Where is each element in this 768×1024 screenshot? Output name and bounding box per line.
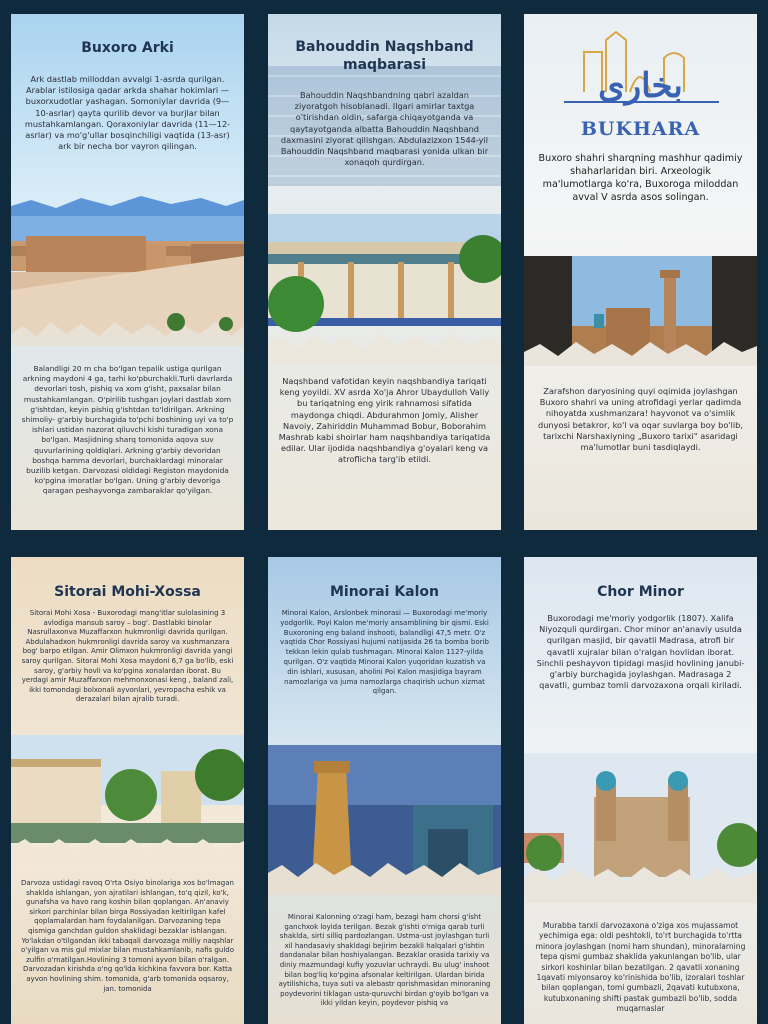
panel-bukhara [524,14,757,530]
panel-buxoro-arki [11,14,244,530]
intro-text: Buxoro shahri sharqning mashhur qadimiy shaharlaridan biri. Arxeologik ma'lumotlarga ko'ra, Buxoroga miloddan avval V asrda asos solingan. [538,153,743,203]
intro-text: Bahouddin Naqshbandning qabri azaldan ziyoratgoh hisoblanadi. Ilgari amirlar taxtga o'tirishdan oldin, safarga chiqayotganda va qaytayotganda albatta Bahouddin Naqshband daxmasini ziyorat qilishgan. Abdulazizxon 1544-yil Bahouddin Naqshband maqbarasi yonida ulkan bir xonaqoh qurdirgan. [280,90,489,168]
panel-minorai-kalon [268,557,501,1024]
detail-text: Balandligi 20 m cha bo'lgan tepalik ustiga qurilgan arkning maydoni 4 ga, tarhi ko'pburchakli.Turli davrlarda devorlari tosh, pishiq va xom g'isht, paxsalar bilan mustahkamlangan. O'pirilib tushgan joylari dastlab xom g'ishtdan, keyin pishiq g'ishtdan to'ldirilgan. Arkning shimoliy- g'arbiy burchagida to'pchi boshining uyi va to'p ishlari ustidan nazorat qiluvchi kishi turadigan xona bo'lgan. Masjidning sharq tomonida aqova suv quvurlarining qoldiqlari. Arkning g'arbiy devoridan boshqa hamma devorlari, burchaklardagi minoralar buzilib ketgan. Darvozasi oldidagi Registon maydonida ko'pgina imoratlar bo'lgan. Uning g'arbiy devoriga qaragan peshayvonga zambaraklar qo'yilgan. [21,364,234,496]
intro-text: Minorai Kalon, Arslonbek minorasi — Buxorodagi me'moriy yodgorlik. Poyi Kalon me'moriy ansamblining bir qismi. Eski Buxoroning eng baland inshooti, balandligi 47,5 metr. O'z vaqtida Chor Rossiyasi hujumi natijasida 26 ta bomba borib tekkan lekin qulab tushmagan. Minorai Kalon 1127-yilda qurilgan. O'z vaqtida Minorai Kalon yuqoridan kuzatish va din ishlari, xususan, aholini Poi Kalon masjidiga bayram namozlariga va juma namozlarga chaqirish uchun xizmat qilgan. [280,609,489,696]
panel-sitorai-mohi-xossa [11,557,244,1024]
panel-title: Sitorai Mohi-Xossa [54,584,201,600]
chor-minor-image [524,753,757,903]
intro-text: Sitorai Mohi Xosa - Buxorodagi mang'itlar sulolasining 3 avlodiga mansub saroy – bog'. Dastlabki binolar Nasrullaxonva Muzaffarxon hukmronligi davrida qurilgan. Abdulahadxon hukmronligi davrida saroy va xushmanzara bog' barpo etilgan. Amir Olimxon hukmronligi davrida yangi saroy qurilgan. Sitorai Mohi Xosa maydoni 6,7 ga bo'lib, eski saroy, g'arbiy hovli va ko'pgina xonalardan iborat. Bu yerdagi amir Muzaffarxon mehmonxonasi keng , baland zali, ikki tomondagi bolxonali ayvonlari, yevropacha eshik va derazalari bilan ajralib turadi. [21,609,234,704]
intro-text: Buxorodagi me'moriy yodgorlik (1807). Xalifa Niyozquli qurdirgan. Chor minor an'anaviy usulda qurilgan masjid, bir qavatli Madrasa, atrofi bir qavatli xujralar bilan o'ralgan hovlidan iborat. Sinchli peshayvon tipidagi masjid hovlining janubi-g'arbiy burchagida joylashgan. Madrasaga 2 qavatli, gumbaz tomli darvozaxona orqali kiriladi. [536,613,745,691]
detail-text: Naqshband vafotidan keyin naqshbandiya tariqati keng yoyildi. XV asrda Xo'ja Ahror Ubaydulloh Valiy bu tariqatning eng yirik rahnamosi sifatida maydonga chiqdi. Abdurahmon Jomiy, Alisher Navoiy, Zahiriddin Muhammad Bobur, Boborahim Mashrab kabi shoirlar ham naqshbandiya tariqatida edilar. Ular ijodida naqshbandiya g'oyalari keng va atroflicha targ'ib etildi. [278,376,491,465]
logo-text: BUKHARA [580,118,701,140]
detail-text: Minorai Kalonning o'zagi ham, bezagi ham chorsi g'isht ganchxok loyida terilgan. Bezak g'ishti o'rniga qarab turli shaklda, sirti silliq pardozlangan. Ustma-ust joylashgan turli xil handasaviy shakldagi bejirim bezakli halqalari g'ishtin dandanalar bilan hoshiyalangan. Bezaklar orasida tarixiy va diniy mazmundagi kufiy yozuvlar uchraydi. Bu ulug' inshoot bilan bog'liq ko'pgina afsonalar keltirilgan. Ulardan birida aytilishicha, tuya suti va alebastr qorishmasidan minoraning poydevorini tiklagan usta-quruvchi birdan g'oyib bo'lgan va ikki yildan keyin, poydevor pishiq va [278,913,491,1008]
kalon-minaret-image [524,256,757,366]
detail-text: Zarafshon daryosining quyi oqimida joylashgan Buxoro shahri va uning atrofidagi yerlar qadimda nihoyatda xushmanzara! hayvonot va o'simlik dunyosi betakror, ko'l va oqar suvlarga boy bo'lib, tarixchi Narshaxiyning „Buxoro tarixi" asaridagi ma'lumotlar buni tasdiqlaydi. [538,386,743,453]
detail-text: Murabba tarxli darvozaxona o'ziga xos mujassamot yechimiga ega: oldi peshtokli, to'rt burchagida to'rtta minora joylashgan (nomi ham shundan), minoralarning tepa qismi gumbaz shaklida yakunlangan bo'lib, ular sirkori koshinlar bilan bezatilgan. 2 qavatli xonaning 1qavati miyonsaroy ko'rinishida bo'lib, izoralari toshlar bilan qoplangan, tomi gumbazli, 2qavati kutubxona, kutubxonaning shifti pastak gumbazli bo'lib, sodda muqarnaslar [535,921,746,1014]
intro-text: Ark dastlab milloddan avvalgi 1-asrda qurilgan. Arablar istilosiga qadar arkda shahar hokimlari — buxorxudotlar yashagan. Somoniylar davrida (9— 10-asrlar) qayta qurilib devor va burjlar bilan mustahkamlangan. Qoraxoniylar davrida (11—12-asrlar) va mo'g'ullar bosqinchiligi vaqtida (13-asr) ark bir necha bor vayron qilingan. [24,74,231,152]
panel-chor-minor [524,557,757,1024]
minaret-night-image [268,745,501,895]
ark-fortress-image [11,186,244,346]
panel-bahouddin-naqshband [268,14,501,530]
panel-title: Minorai Kalon [329,584,440,600]
logo-arabic: بخارى [598,66,683,106]
panel-title: Buxoro Arki [81,40,174,56]
panel-title: Bahouddin Naqshband maqbarasi [295,39,474,73]
detail-text: Darvoza ustidagi ravoq O'rta Osiyo binolariga xos bo'lmagan shaklda ishlangan, yon ajratilari ishlangan, to'q qizil, ko'k, gunafsha va havo rang koshin bilan qoplangan. An'anaviy sirkori parchinlar bilan birga Rossiyadan keltirilgan kafel qoplamalardan ham foydalanilgan. Darvozaning tepa qismiga ganchdan guldon shaklidagi bezaklar ishlangan. Yo'lakdan o'tilgandan ikki tabaqali darvozaga milliy naqshlar o'yilgan va mis gul mixlar bilan mustahkamlanib, nafis guldo zulfin o'rnatilgan.Hovlining 3 tomoni ayvon bilan o'ralgan. Darvozadan kirishda o'ng qo'lda kichkina favvora bor. Katta ayvon hovlining shim. tomonida, g'arb tomonida oqsaroy, jan. tomonida [21,879,234,993]
mausoleum-image [268,214,501,364]
palace-image [11,735,244,865]
panel-title: Chor Minor [597,584,684,600]
